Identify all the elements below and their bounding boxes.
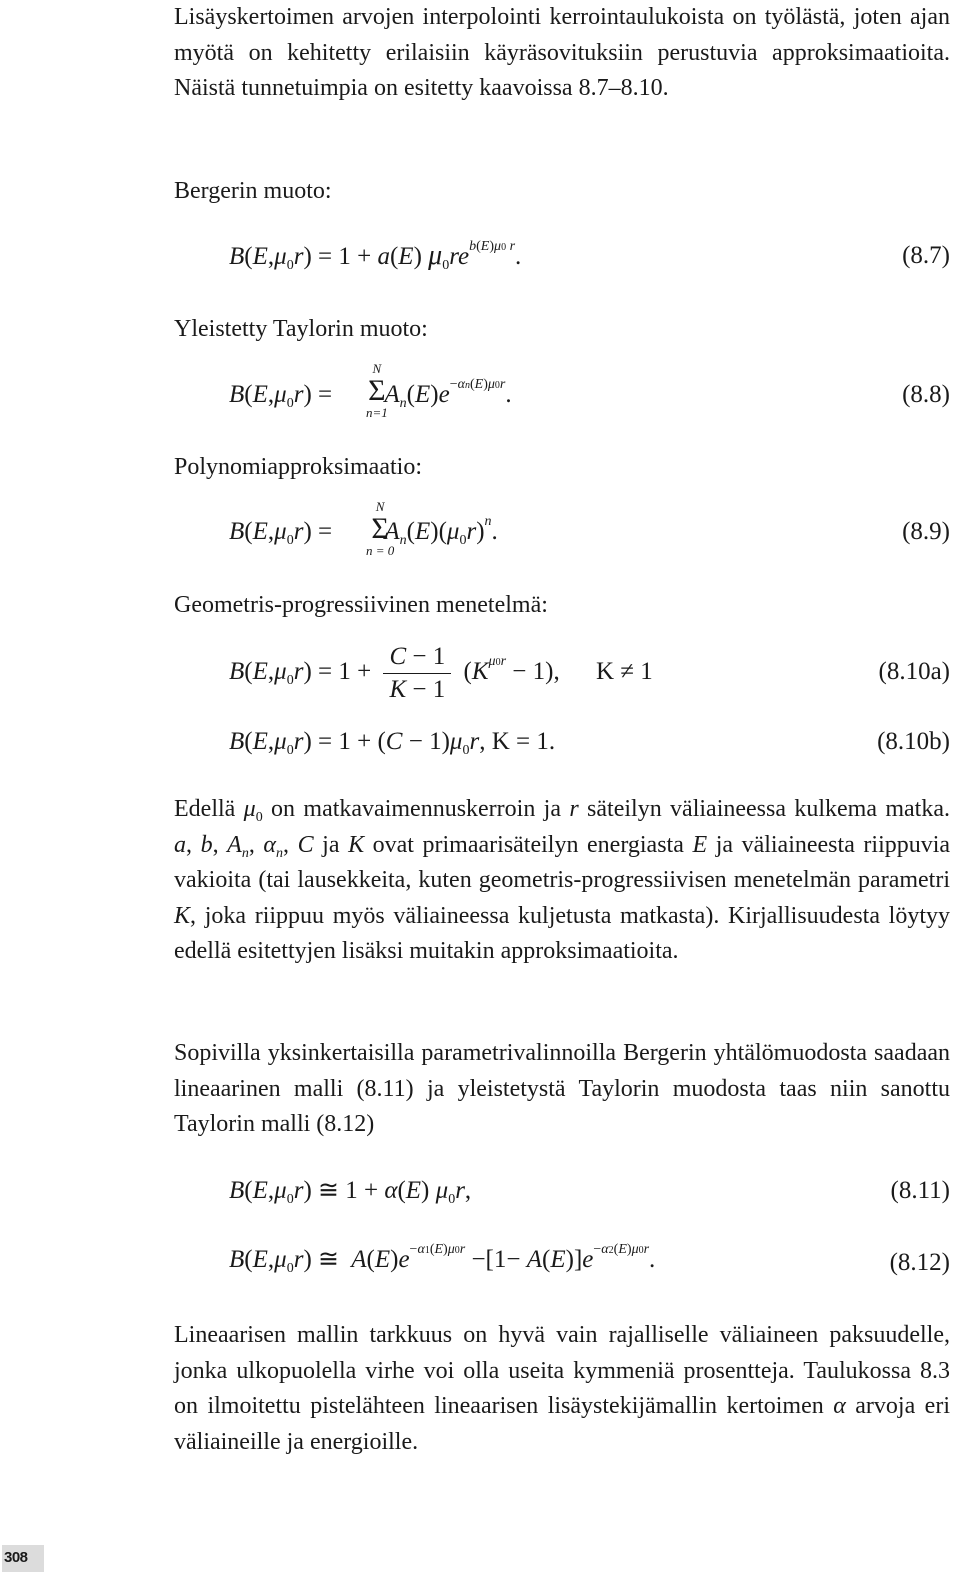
models-paragraph: Sopivilla yksinkertaisilla parametrivalinnoilla Bergerin yhtälömuodosta saadaan lineaarinen malli (8.11) ja yleistetystä Taylorin muodosta taas niin sanottu Taylorin malli (8.12) [174, 1040, 950, 1137]
sum-symbol-8-9: N Σ n = 0 [366, 499, 395, 558]
intro-paragraph: Lisäyskertoimen arvojen interpolointi kerrointaulukoista on työlästä, joten ajan myötä on kehitetty erilaisiin käyräsovituksiin perustuvia approksimaatioita. Näistä tunnetuimpia on esitetty kaavoissa 8.7–8.10. [174, 4, 950, 101]
accuracy-paragraph: Lineaarisen mallin tarkkuus on hyvä vain rajalliselle väliaineen paksuudelle, jonka ulkopuolella virhe voi olla useita kymmeniä prosentteja. Taulukossa 8.3 on ilmoitettu pistelähteen lineaarisen lisäystekijämallin kertoimen α arvoja eri väliaineille ja energioille. [174, 1322, 950, 1455]
sum-symbol-8-8: N Σ n=1 [366, 361, 388, 420]
equation-8-11: $B(E,\mu_0r)$ ≅ 1 + α(E) $\mu_0r$, [229, 1177, 472, 1207]
equation-8-12: $B(E,\mu_0r)$ ≅ $A(E)e^{-\alpha 1(E)\mu 0r} -[1- A(E)]e^{-\alpha 2(E)\mu 0r}$. [229, 1242, 656, 1276]
equation-number-8-10a: (8.10a) [878, 658, 950, 685]
definitions-paragraph: Edellä $\mu_0$ on matkavaimennuskerroin ja r säteilyn väliaineessa kulkema matka. a, b, $A_n$, $\alpha_n$, C ja K ovat primaarisäteilyn energiasta E ja väliaineesta riippuvia vakioita (tai lausekkeita, kuten geometris-progressiivisen menetelmän parametri K, joka riippuu myös väliaineessa kuljetusta matkasta). Kirjallisuudesta löytyy edellä esitettyjen lisäksi muitakin approksimaatioita. [174, 796, 951, 964]
geometris-label: Geometris-progressiivinen menetelmä: [174, 592, 548, 618]
equation-8-10b: $B(E,\mu_0r) = 1 + (C - 1)\mu_0r$, K = 1. [229, 728, 556, 758]
equation-number-8-9: (8.9) [902, 518, 950, 545]
fraction-c-k: $\frac{C - 1}{K - 1}$ [383, 643, 451, 704]
condition-k-eq-1: K = 1. [491, 728, 556, 755]
condition-k-not-1: K ≠ 1 [595, 658, 653, 686]
polynomi-label: Polynomiapproksimaatio: [174, 454, 422, 480]
equation-8-10a: $B(E,\mu_0r) = 1$ + $\frac{C - 1}{K - 1}$ $(K^{\mu 0r} - 1)$, K ≠ 1 [229, 643, 653, 703]
taylor-label: Yleistetty Taylorin muoto: [174, 316, 428, 342]
equation-number-8-12: (8.12) [889, 1249, 950, 1276]
equation-number-8-7: (8.7) [902, 242, 950, 269]
equation-8-9: $B(E,\mu_0r) = A_n(E)(\mu_0r)^n$. [229, 514, 498, 548]
berger-label: Bergerin muoto: [174, 178, 332, 204]
equation-number-8-11: (8.11) [890, 1177, 950, 1204]
page-number: 308 [2, 1545, 44, 1572]
equation-number-8-8: (8.8) [902, 381, 950, 408]
equation-8-7: $B(E,\mu_0r) = 1 + a(E)$ $\mu_0re^{b(E)\mu 0 r}$. [229, 239, 522, 273]
equation-8-8: $B(E,\mu_0r) = A_n(E)e^{-\alpha n(E)\mu 0r}$. [229, 377, 512, 411]
equation-number-8-10b: (8.10b) [877, 728, 950, 755]
